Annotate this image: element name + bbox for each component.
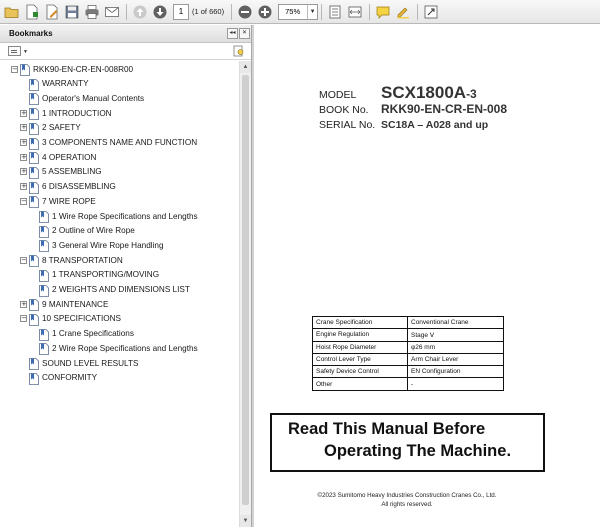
bookmark-icon xyxy=(39,239,49,251)
bookmark-label: 3 COMPONENTS NAME AND FUNCTION xyxy=(42,138,198,147)
expand-icon[interactable] xyxy=(422,3,440,21)
bookmarks-title: Bookmarks xyxy=(9,29,53,38)
toolbar-divider xyxy=(231,4,232,20)
bookmark-label: 1 Wire Rope Specifications and Lengths xyxy=(52,211,198,221)
zoom-out-icon[interactable] xyxy=(236,3,254,21)
bookmarks-toolbar xyxy=(0,43,251,60)
bookmark-item[interactable] xyxy=(20,106,112,120)
spec-row xyxy=(313,317,504,329)
serial-label: SERIAL No. xyxy=(319,119,376,131)
spec-value: φ26 mm xyxy=(408,341,504,353)
bookmark-item[interactable] xyxy=(20,297,108,311)
bookmark-icon xyxy=(29,254,39,266)
bookmark-icon xyxy=(20,63,30,75)
bookmark-icon xyxy=(29,313,39,325)
bookmark-item[interactable] xyxy=(20,136,197,150)
bookmark-label: 1 Crane Specifications xyxy=(52,329,134,339)
email-icon[interactable] xyxy=(103,3,121,21)
expand-icon[interactable]: + xyxy=(21,108,27,117)
expand-icon[interactable]: + xyxy=(21,152,27,161)
toolbar-divider xyxy=(417,4,418,20)
bookmark-label: SOUND LEVEL RESULTS xyxy=(42,358,139,368)
bookmark-item[interactable] xyxy=(20,312,121,326)
bookmark-label: 8 TRANSPORTATION xyxy=(42,255,123,265)
bookmarks-scrollbar[interactable] xyxy=(239,61,251,527)
book-value: RKK90-EN-CR-EN-008 xyxy=(381,102,508,116)
bookmark-icon xyxy=(29,372,39,384)
bookmark-icon xyxy=(29,107,39,119)
bookmark-label: 10 SPECIFICATIONS xyxy=(42,314,122,324)
document-page xyxy=(254,25,600,527)
bookmark-item[interactable] xyxy=(30,341,198,355)
expand-icon[interactable]: + xyxy=(21,167,27,176)
zoom-select[interactable] xyxy=(278,4,318,20)
bookmark-item[interactable] xyxy=(20,371,97,385)
toolbar-divider xyxy=(126,4,127,20)
bookmark-icon xyxy=(29,166,39,178)
bookmark-label: 5 ASSEMBLING xyxy=(42,167,102,177)
spec-value: Conventional Crane xyxy=(408,317,504,329)
bookmark-item[interactable] xyxy=(20,121,81,135)
expand-icon[interactable]: + xyxy=(21,182,27,191)
bookmark-item[interactable] xyxy=(30,209,198,223)
zoom-value: 75% xyxy=(285,7,301,16)
bookmark-icon xyxy=(29,181,39,193)
bookmark-item[interactable] xyxy=(20,194,96,208)
spec-value: Stage Ⅴ xyxy=(408,329,504,341)
bookmark-label: 2 Outline of Wire Rope xyxy=(52,226,135,236)
expand-icon[interactable]: + xyxy=(21,299,27,308)
spec-row xyxy=(313,366,504,378)
model-suffix: -3 xyxy=(466,87,477,101)
chevron-down-icon[interactable]: ▼ xyxy=(23,49,28,55)
serial-row xyxy=(319,119,488,131)
bookmark-tree xyxy=(0,62,250,502)
copyright-line-1: ©2023 Sumitomo Heavy Industries Construction Cranes Co., Ltd. xyxy=(317,492,497,499)
previous-page-icon[interactable] xyxy=(131,3,149,21)
bookmark-label: CONFORMITY xyxy=(42,373,98,383)
bookmark-icon xyxy=(29,92,39,104)
print-icon[interactable] xyxy=(83,3,101,21)
expand-icon[interactable]: + xyxy=(21,138,27,146)
bookmark-item[interactable] xyxy=(20,356,138,370)
bookmark-item[interactable] xyxy=(30,224,135,238)
bookmark-icon xyxy=(29,78,39,90)
book-row xyxy=(319,102,507,116)
fit-page-icon[interactable] xyxy=(326,3,344,21)
bookmark-label: WARRANTY xyxy=(42,79,89,89)
notice-line-1: Read This Manual Before xyxy=(288,420,486,438)
bookmark-icon xyxy=(29,357,39,369)
bookmark-label: 7 WIRE ROPE xyxy=(42,196,96,206)
collapse-icon[interactable]: − xyxy=(21,196,27,205)
book-label: BOOK No. xyxy=(319,104,369,116)
spec-key: Crane Specification xyxy=(313,317,408,329)
comment-icon[interactable] xyxy=(374,3,392,21)
spec-table xyxy=(312,316,504,391)
bookmark-icon xyxy=(29,151,39,163)
fit-width-icon[interactable] xyxy=(346,3,364,21)
create-pdf-icon[interactable] xyxy=(23,3,41,21)
spec-row xyxy=(313,329,504,341)
chevron-down-icon[interactable]: ▼ xyxy=(307,5,317,19)
toolbar-divider xyxy=(369,4,370,20)
bookmark-item[interactable] xyxy=(11,62,133,76)
bookmark-icon xyxy=(29,122,39,134)
bookmark-item[interactable] xyxy=(30,268,159,282)
spec-key: Safety Device Control xyxy=(313,366,408,378)
bookmark-item[interactable] xyxy=(30,327,134,341)
bookmark-icon xyxy=(29,137,39,149)
bookmark-icon xyxy=(39,210,49,222)
close-icon[interactable]: ✕ xyxy=(239,28,250,39)
bookmark-item[interactable] xyxy=(20,77,89,91)
scroll-down-icon[interactable]: ▼ xyxy=(240,515,251,527)
bookmark-item[interactable] xyxy=(30,238,164,252)
serial-value: SC18A – A028 and up xyxy=(381,119,489,131)
read-manual-notice xyxy=(270,413,545,472)
notice-line-2: Operating The Machine. xyxy=(324,442,512,460)
edit-icon[interactable] xyxy=(43,3,61,21)
page-count: (1 of 660) xyxy=(192,7,225,16)
collapse-icon[interactable]: − xyxy=(21,255,27,264)
bookmark-item[interactable] xyxy=(20,253,123,267)
bookmark-label: 4 OPERATION xyxy=(42,152,97,162)
scroll-thumb[interactable] xyxy=(242,75,249,505)
bookmark-icon xyxy=(39,225,49,237)
bookmark-item[interactable] xyxy=(20,165,102,179)
bookmark-icon xyxy=(29,298,39,310)
bookmark-item[interactable] xyxy=(20,180,116,194)
bookmark-label: RKK90-EN-CR-EN-008R00 xyxy=(33,64,134,74)
bookmark-label: 2 WEIGHTS AND DIMENSIONS LIST xyxy=(52,285,190,294)
toolbar xyxy=(0,0,600,24)
collapse-panel-icon[interactable]: ◂◂ xyxy=(227,28,238,39)
bookmark-item[interactable] xyxy=(20,91,144,105)
bookmark-label: 2 SAFETY xyxy=(42,123,81,133)
model-label: MODEL xyxy=(319,89,357,101)
spec-value: Arm Chair Lever xyxy=(408,353,504,365)
expand-icon[interactable]: + xyxy=(21,123,27,132)
model-row xyxy=(319,83,477,103)
collapse-icon[interactable]: − xyxy=(12,64,18,73)
collapse-icon[interactable]: − xyxy=(21,314,27,323)
spec-key: Hoist Rope Diameter xyxy=(313,341,408,353)
spec-value: - xyxy=(408,378,504,390)
open-folder-icon[interactable] xyxy=(3,3,21,21)
scroll-up-icon[interactable]: ▲ xyxy=(240,61,251,73)
bookmark-label: 2 Wire Rope Specifications and Lengths xyxy=(52,343,198,353)
zoom-in-icon[interactable] xyxy=(256,3,274,21)
page-number-input[interactable]: 1 xyxy=(173,4,189,20)
bookmark-label: Operator's Manual Contents xyxy=(42,93,145,103)
bookmark-icon xyxy=(39,328,49,340)
save-icon[interactable] xyxy=(63,3,81,21)
bookmark-label: 6 DISASSEMBLING xyxy=(42,182,116,192)
bookmark-item[interactable] xyxy=(30,283,190,297)
spec-value: EN Configuration xyxy=(408,366,504,378)
options-menu-icon[interactable] xyxy=(8,46,21,56)
bookmark-icon xyxy=(29,195,39,207)
bookmark-label: 1 INTRODUCTION xyxy=(42,108,112,118)
copyright-line-2: All rights reserved. xyxy=(381,501,433,508)
bookmark-icon xyxy=(39,284,49,296)
bookmark-item[interactable] xyxy=(20,150,96,164)
bookmark-label: 3 General Wire Rope Handling xyxy=(52,240,164,250)
spec-row xyxy=(313,341,504,353)
next-page-icon[interactable] xyxy=(151,3,169,21)
spec-row xyxy=(313,378,504,390)
bookmark-label: 9 MAINTENANCE xyxy=(42,299,109,309)
find-bookmark-icon[interactable] xyxy=(233,45,245,57)
bookmark-icon xyxy=(39,269,49,281)
spec-key: Control Lever Type xyxy=(313,353,408,365)
highlight-icon[interactable] xyxy=(394,3,412,21)
bookmarks-header xyxy=(0,25,251,43)
spec-key: Engine Regulation xyxy=(313,329,408,341)
bookmarks-panel xyxy=(0,25,252,527)
model-value: SCX1800A xyxy=(381,83,467,102)
spec-key: Other xyxy=(313,378,408,390)
bookmark-icon xyxy=(39,342,49,354)
spec-row xyxy=(313,353,504,365)
toolbar-divider xyxy=(321,4,322,20)
copyright xyxy=(254,491,560,509)
bookmark-label: 1 TRANSPORTING/MOVING xyxy=(52,270,160,280)
